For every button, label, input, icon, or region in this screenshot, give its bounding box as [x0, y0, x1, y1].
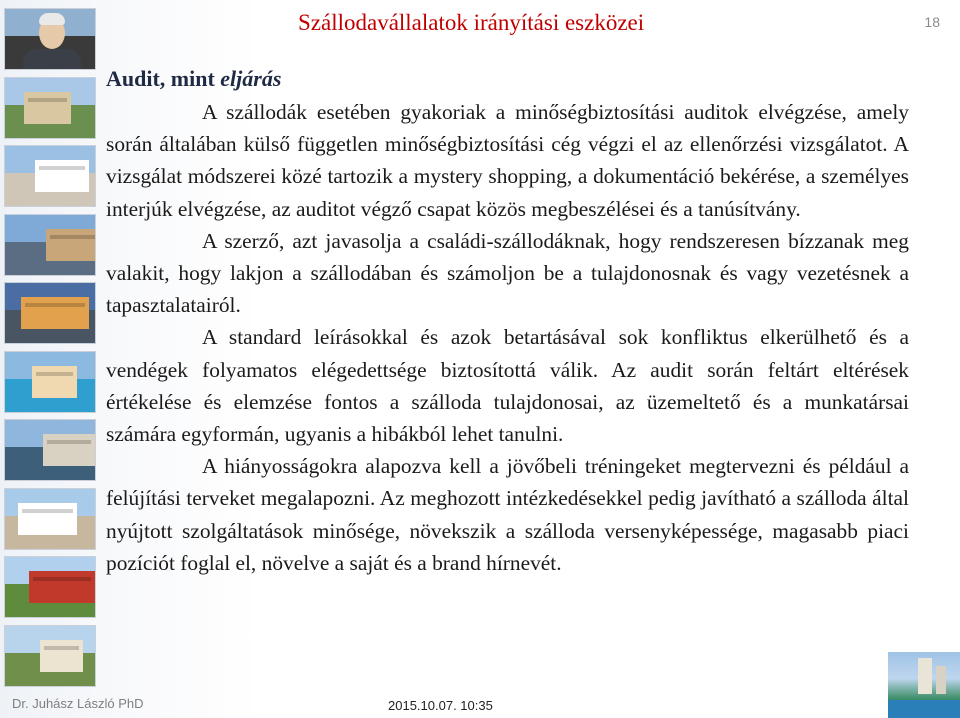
hotel-photo-8 — [4, 556, 96, 618]
photo-sidebar — [4, 8, 96, 690]
hotel-photo-7 — [4, 488, 96, 550]
footer-date: 2015.10.07. 10:35 — [388, 698, 493, 713]
hotel-photo-3 — [4, 214, 96, 276]
section-heading — [106, 66, 281, 92]
hotel-photo-2 — [4, 145, 96, 207]
paragraph: A szállodák esetében gyakoriak a minőségbiztosítási auditok elvégzése, amely során általában külső független minőségbiztosítási cég végzi el az ellenőrzési vizsgálatot. A vizsgálat módszerei közé tartozik a mystery shopping, a dokumentáció bekérése, a személyes interjúk elvégzése, az auditot végző csapat közös megbeszélései és a tanúsítvány. — [106, 100, 909, 221]
portrait-photo — [4, 8, 96, 70]
hotel-photo-9 — [4, 625, 96, 687]
hotel-photo-corner — [888, 652, 960, 718]
hotel-photo-4 — [4, 282, 96, 344]
footer-author: Dr. Juhász László PhD — [12, 696, 144, 711]
heading-italic: eljárás — [220, 66, 282, 91]
slide-number: 18 — [924, 14, 940, 30]
heading-prefix: Audit, mint — [106, 66, 221, 91]
paragraph: A hiányosságokra alapozva kell a jövőbeli tréningeket megtervezni és például a felújítási terveket megalapozni. Az meghozott intézkedésekkel pedig javítható a szálloda által nyújtott szolgáltatások minősége, növekszik a szálloda versenyképessége, magasabb piaci pozíciót foglal el, növelve a saját és a brand hírnevét. — [106, 454, 909, 575]
hotel-photo-1 — [4, 77, 96, 139]
hotel-photo-5 — [4, 351, 96, 413]
body-text — [106, 96, 909, 579]
paragraph: A standard leírásokkal és azok betartásával sok konfliktus elkerülhető és a vendégek folyamatos elégedettsége biztosítottá válik. Az audit során feltárt eltérések értékelése és elemzése fontos a szálloda tulajdonosai, az üzemeltető és a munkatársai számára egyformán, ugyanis a hibákból lehet tanulni. — [106, 325, 909, 447]
paragraph: A szerző, azt javasolja a családi-szállodáknak, hogy rendszeresen bízzanak meg valakit, hogy lakjon a szállodában és számoljon be a tulajdonosnak és vagy vezetésnek a tapasztalatairól. — [106, 228, 909, 318]
slide-title: Szállodavállalatok irányítási eszközei — [298, 10, 645, 35]
hotel-photo-6 — [4, 419, 96, 481]
